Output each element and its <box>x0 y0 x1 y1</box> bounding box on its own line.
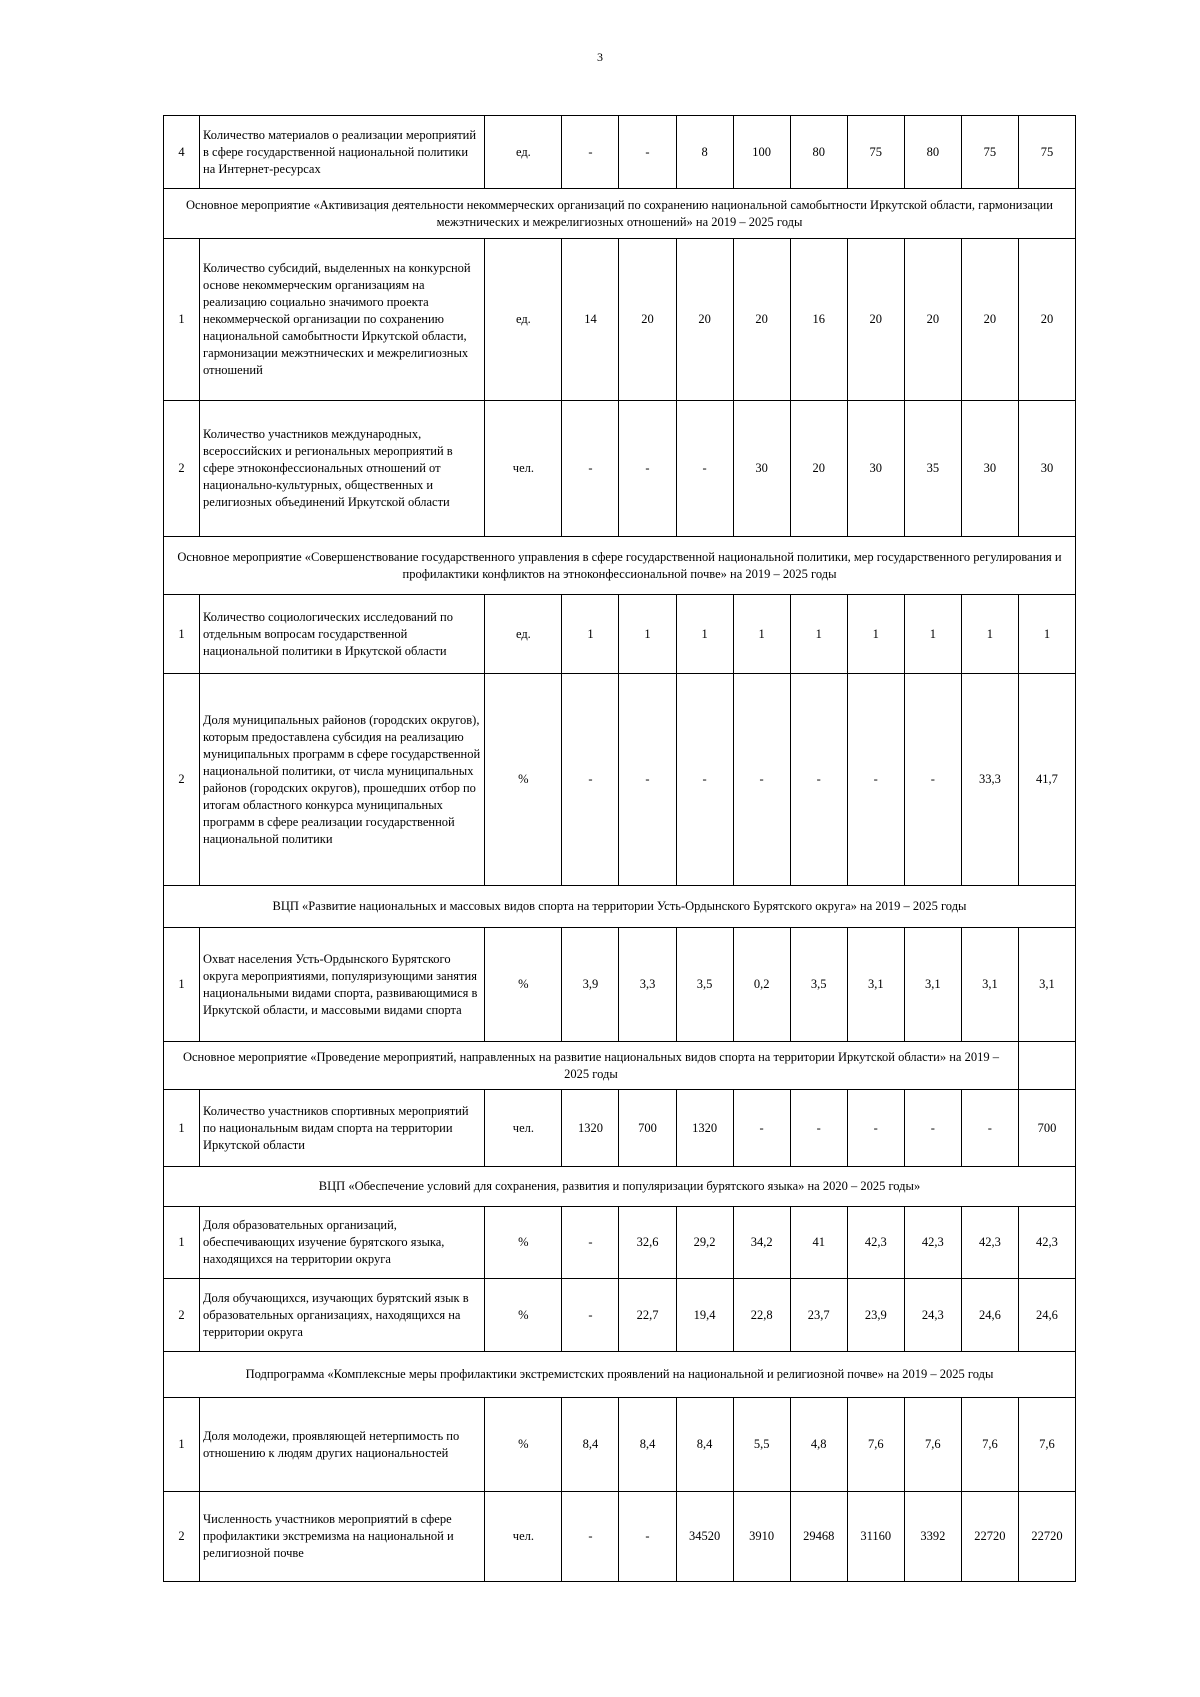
table-row <box>164 1398 1076 1492</box>
value-cell: 1 <box>619 595 676 674</box>
value-cell: 75 <box>961 116 1018 189</box>
value-cell: 1 <box>733 595 790 674</box>
value-cell: - <box>790 1090 847 1167</box>
section-title: ВЦП «Развитие национальных и массовых видов спорта на территории Усть-Ордынского Бурятского округа» на 2019 – 2025 годы <box>164 886 1076 928</box>
indicator-name: Количество субсидий, выделенных на конкурсной основе некоммерческим организациям на реализацию социально значимого проекта некоммерческой организации по сохранению национальной самобытности Иркутской области, гармонизации межэтнических и межрелигиозных отношений <box>200 239 485 401</box>
value-cell: 3,3 <box>619 928 676 1042</box>
value-cell: 30 <box>1018 401 1075 537</box>
value-cell: 80 <box>790 116 847 189</box>
table-row <box>164 1492 1076 1582</box>
section-title: Подпрограмма «Комплексные меры профилактики экстремистских проявлений на национальной и религиозной почве» на 2019 – 2025 годы <box>164 1352 1076 1398</box>
value-cell: 20 <box>790 401 847 537</box>
section-title: Основное мероприятие «Совершенствование государственного управления в сфере государственной национальной политики, мер государственного регулирования и профилактики конфликтов на этноконфессиональной почве» на 2019 – 2025 годы <box>164 537 1076 595</box>
row-number: 1 <box>164 1398 200 1492</box>
value-cell: 3,5 <box>790 928 847 1042</box>
value-cell: 80 <box>904 116 961 189</box>
value-cell: 16 <box>790 239 847 401</box>
indicator-name: Доля обучающихся, изучающих бурятский язык в образовательных организациях, находящихся на территории округа <box>200 1279 485 1352</box>
table-row <box>164 401 1076 537</box>
value-cell: - <box>733 1090 790 1167</box>
indicator-name: Доля образовательных организаций, обеспечивающих изучение бурятского языка, находящихся на территории округа <box>200 1207 485 1279</box>
value-cell: 23,9 <box>847 1279 904 1352</box>
value-cell: - <box>619 1492 676 1582</box>
value-cell: 22,7 <box>619 1279 676 1352</box>
section-header-row <box>164 1042 1076 1090</box>
value-cell: 14 <box>562 239 619 401</box>
value-cell: 7,6 <box>1018 1398 1075 1492</box>
section-header-row <box>164 189 1076 239</box>
value-cell: - <box>847 1090 904 1167</box>
value-cell: 41 <box>790 1207 847 1279</box>
value-cell: 1 <box>904 595 961 674</box>
section-header-row <box>164 886 1076 928</box>
value-cell: 3,9 <box>562 928 619 1042</box>
unit-cell: чел. <box>485 1492 562 1582</box>
indicators-table <box>163 115 1076 1582</box>
value-cell: - <box>619 116 676 189</box>
table-row <box>164 1207 1076 1279</box>
value-cell: 75 <box>847 116 904 189</box>
indicator-name: Количество материалов о реализации мероприятий в сфере государственной национальной политики на Интернет-ресурсах <box>200 116 485 189</box>
value-cell: 20 <box>619 239 676 401</box>
table-row <box>164 116 1076 189</box>
value-cell: 4,8 <box>790 1398 847 1492</box>
value-cell: 30 <box>733 401 790 537</box>
value-cell: 19,4 <box>676 1279 733 1352</box>
value-cell: 1320 <box>676 1090 733 1167</box>
value-cell: - <box>562 401 619 537</box>
value-cell: 700 <box>619 1090 676 1167</box>
value-cell: 0,2 <box>733 928 790 1042</box>
value-cell: 42,3 <box>904 1207 961 1279</box>
value-cell: 33,3 <box>961 674 1018 886</box>
row-number: 1 <box>164 1207 200 1279</box>
row-number: 1 <box>164 1090 200 1167</box>
value-cell: 3,1 <box>961 928 1018 1042</box>
value-cell: 24,6 <box>1018 1279 1075 1352</box>
unit-cell: % <box>485 1279 562 1352</box>
section-header-row <box>164 1352 1076 1398</box>
value-cell: 20 <box>733 239 790 401</box>
value-cell: - <box>562 1492 619 1582</box>
indicator-name: Количество социологических исследований по отдельным вопросам государственной национальной политики в Иркутской области <box>200 595 485 674</box>
value-cell: 31160 <box>847 1492 904 1582</box>
section-header-row <box>164 537 1076 595</box>
value-cell: 1 <box>790 595 847 674</box>
unit-cell: чел. <box>485 401 562 537</box>
row-number: 2 <box>164 1279 200 1352</box>
value-cell: 700 <box>1018 1090 1075 1167</box>
indicator-name: Доля муниципальных районов (городских округов), которым предоставлена субсидия на реализацию муниципальных программ в сфере государственной национальной политики, от числа муниципальных районов (городских округов), прошедших отбор по итогам областного конкурса муниципальных программ в сфере реализации государственной национальной политики <box>200 674 485 886</box>
value-cell: 24,3 <box>904 1279 961 1352</box>
value-cell: - <box>619 401 676 537</box>
value-cell: 3,5 <box>676 928 733 1042</box>
value-cell: 1 <box>847 595 904 674</box>
section-title: ВЦП «Обеспечение условий для сохранения, развития и популяризации бурятского языка» на 2020 – 2025 годы» <box>164 1167 1076 1207</box>
value-cell: 20 <box>847 239 904 401</box>
indicator-name: Охват населения Усть-Ордынского Бурятского округа мероприятиями, популяризующими занятия национальными видами спорта, развивающимися в Иркутской области, и массовыми видами спорта <box>200 928 485 1042</box>
value-cell: 1 <box>1018 595 1075 674</box>
indicator-name: Численность участников мероприятий в сфере профилактики экстремизма на национальной и религиозной почве <box>200 1492 485 1582</box>
unit-cell: ед. <box>485 239 562 401</box>
value-cell: 1320 <box>562 1090 619 1167</box>
section-title: Основное мероприятие «Проведение мероприятий, направленных на развитие национальных видов спорта на территории Иркутской области» на 2019 – 2025 годы <box>164 1042 1019 1090</box>
value-cell: 20 <box>676 239 733 401</box>
value-cell: 3,1 <box>847 928 904 1042</box>
unit-cell: ед. <box>485 595 562 674</box>
row-number: 1 <box>164 239 200 401</box>
value-cell: 30 <box>847 401 904 537</box>
value-cell: 1 <box>676 595 733 674</box>
value-cell: 42,3 <box>961 1207 1018 1279</box>
row-number: 4 <box>164 116 200 189</box>
unit-cell: чел. <box>485 1090 562 1167</box>
row-number: 2 <box>164 674 200 886</box>
value-cell: 29468 <box>790 1492 847 1582</box>
unit-cell: ед. <box>485 116 562 189</box>
value-cell: 8,4 <box>676 1398 733 1492</box>
value-cell: 7,6 <box>904 1398 961 1492</box>
indicator-name: Доля молодежи, проявляющей нетерпимость по отношению к людям других национальностей <box>200 1398 485 1492</box>
value-cell: 1 <box>961 595 1018 674</box>
value-cell: 3910 <box>733 1492 790 1582</box>
value-cell: - <box>562 1207 619 1279</box>
empty-cell <box>1018 1042 1075 1090</box>
value-cell: 7,6 <box>961 1398 1018 1492</box>
value-cell: 8,4 <box>619 1398 676 1492</box>
section-header-row <box>164 1167 1076 1207</box>
value-cell: - <box>733 674 790 886</box>
value-cell: - <box>904 1090 961 1167</box>
page-number: 3 <box>597 50 603 64</box>
row-number: 2 <box>164 401 200 537</box>
value-cell: - <box>619 674 676 886</box>
value-cell: - <box>562 116 619 189</box>
value-cell: 8 <box>676 116 733 189</box>
value-cell: 41,7 <box>1018 674 1075 886</box>
unit-cell: % <box>485 1398 562 1492</box>
value-cell: 20 <box>1018 239 1075 401</box>
value-cell: 3,1 <box>904 928 961 1042</box>
value-cell: 32,6 <box>619 1207 676 1279</box>
section-title: Основное мероприятие «Активизация деятельности некоммерческих организаций по сохранению национальной самобытности Иркутской области, гармонизации межэтнических и межрелигиозных отношений» на 2019 – 2025 годы <box>164 189 1076 239</box>
unit-cell: % <box>485 1207 562 1279</box>
value-cell: 34520 <box>676 1492 733 1582</box>
value-cell: 35 <box>904 401 961 537</box>
value-cell: - <box>676 401 733 537</box>
value-cell: - <box>904 674 961 886</box>
table-row <box>164 239 1076 401</box>
indicator-name: Количество участников спортивных мероприятий по национальным видам спорта на территории Иркутской области <box>200 1090 485 1167</box>
value-cell: 29,2 <box>676 1207 733 1279</box>
value-cell: - <box>676 674 733 886</box>
value-cell: 20 <box>961 239 1018 401</box>
value-cell: 8,4 <box>562 1398 619 1492</box>
table-row <box>164 1090 1076 1167</box>
value-cell: 5,5 <box>733 1398 790 1492</box>
value-cell: 100 <box>733 116 790 189</box>
value-cell: 20 <box>904 239 961 401</box>
value-cell: 24,6 <box>961 1279 1018 1352</box>
unit-cell: % <box>485 928 562 1042</box>
value-cell: 22720 <box>961 1492 1018 1582</box>
row-number: 1 <box>164 595 200 674</box>
row-number: 1 <box>164 928 200 1042</box>
indicator-name: Количество участников международных, всероссийских и региональных мероприятий в сфере этноконфессиональных отношений от национально-культурных, общественных и религиозных объединений Иркутской области <box>200 401 485 537</box>
value-cell: 22720 <box>1018 1492 1075 1582</box>
table-row <box>164 595 1076 674</box>
value-cell: - <box>790 674 847 886</box>
value-cell: 23,7 <box>790 1279 847 1352</box>
value-cell: 22,8 <box>733 1279 790 1352</box>
value-cell: - <box>562 1279 619 1352</box>
value-cell: 42,3 <box>1018 1207 1075 1279</box>
value-cell: - <box>847 674 904 886</box>
value-cell: 42,3 <box>847 1207 904 1279</box>
value-cell: 30 <box>961 401 1018 537</box>
value-cell: 3,1 <box>1018 928 1075 1042</box>
value-cell: 1 <box>562 595 619 674</box>
value-cell: 75 <box>1018 116 1075 189</box>
row-number: 2 <box>164 1492 200 1582</box>
value-cell: 34,2 <box>733 1207 790 1279</box>
unit-cell: % <box>485 674 562 886</box>
table-row <box>164 928 1076 1042</box>
value-cell: - <box>562 674 619 886</box>
value-cell: 3392 <box>904 1492 961 1582</box>
value-cell: - <box>961 1090 1018 1167</box>
table-row <box>164 674 1076 886</box>
table-row <box>164 1279 1076 1352</box>
value-cell: 7,6 <box>847 1398 904 1492</box>
